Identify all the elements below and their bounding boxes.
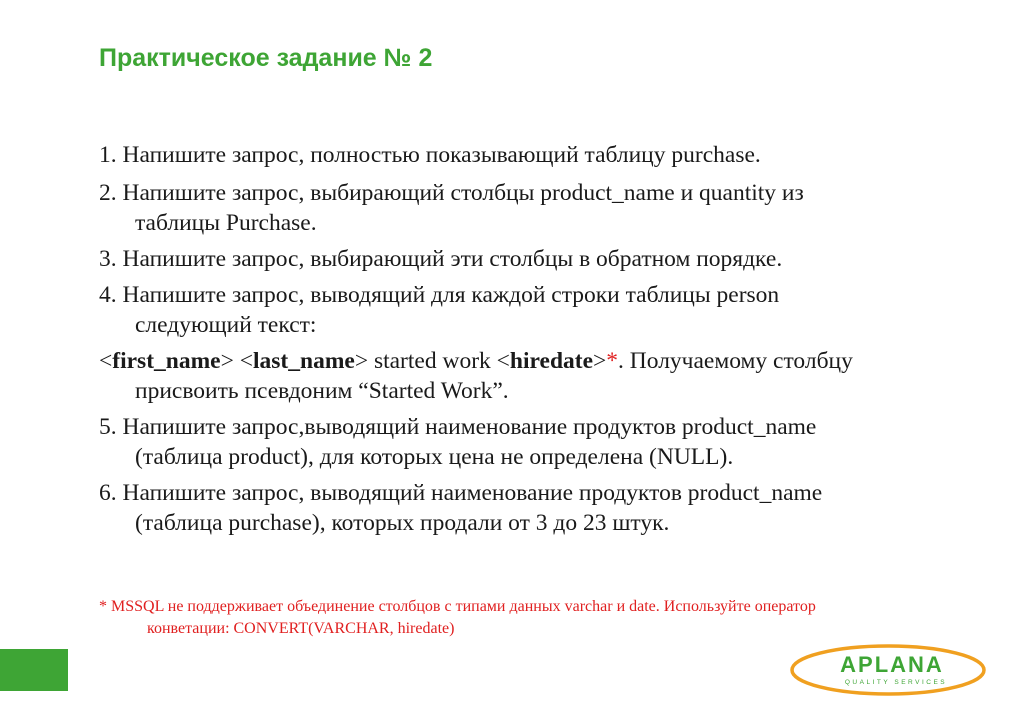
slide-title: Практическое задание № 2 [99,44,433,72]
task-list [99,140,979,544]
task-text-continuation: таблицы Purchase. [135,210,317,236]
task-text: 2. Напишите запрос, выбирающий столбцы product_name и quantity из [99,180,804,206]
template-text: <first_name> <last_name> started work <hiredate>*. Получаемому столбцу [99,348,853,374]
template-line [99,346,979,406]
hiredate-field: hiredate [509,348,594,374]
task-text: 5. Напишите запрос,выводящий наименование продуктов product_name [99,414,817,440]
task-text-continuation: (таблица purchase), которых продали от 3 до 23 штук. [135,510,670,536]
footnote-text: * MSSQL не поддерживает объединение столбцов с типами данных varchar и date. Используйте оператор [99,598,816,615]
decorative-green-block [0,649,68,691]
task-item [99,140,979,170]
task-text: 3. Напишите запрос, выбирающий эти столбцы в обратном порядке. [99,246,783,272]
task-item [99,244,979,274]
task-text: 1. Напишите запрос, полностью показывающий таблицу purchase. [99,142,761,168]
last-name-field: last_name [253,348,355,374]
template-text-continuation: присвоить псевдоним “Started Work”. [135,378,509,404]
task-item [99,412,979,472]
task-item [99,178,979,238]
footnote-text-continuation: конветации: CONVERT(VARCHAR, hiredate) [147,620,455,637]
footnote-marker: * [606,348,619,374]
footnote [99,596,979,640]
task-text-continuation: следующий текст: [135,312,317,338]
logo-wordmark: APLANA [840,652,944,677]
first-name-field: first_name [112,348,221,374]
logo-tagline: QUALITY SERVICES [844,679,948,686]
task-text: 6. Напишите запрос, выводящий наименование продуктов product_name [99,480,823,506]
task-text: 4. Напишите запрос, выводящий для каждой строки таблицы person [99,282,780,308]
task-text-continuation: (таблица product), для которых цена не определена (NULL). [135,444,734,470]
task-item [99,478,979,538]
aplana-logo [788,642,988,698]
task-item [99,280,979,340]
